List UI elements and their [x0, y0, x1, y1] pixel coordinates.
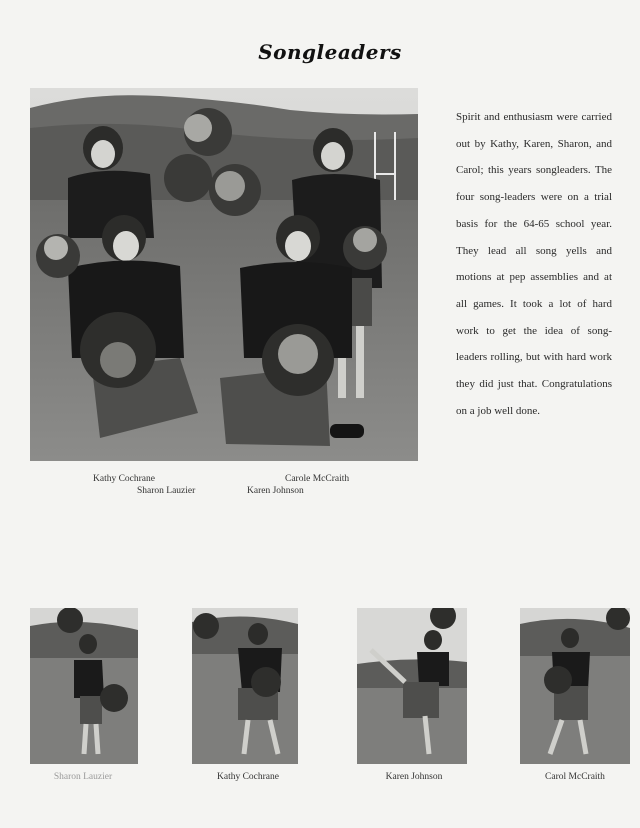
- thumbnail-photo-karen: [357, 608, 467, 764]
- thumbnail-caption-kathy: Kathy Cochrane: [217, 772, 279, 782]
- thumbnail-photo-kathy: [192, 608, 298, 764]
- thumbnail-caption-karen: Karen Johnson: [385, 772, 443, 782]
- thumbnail-caption-carol: Carol McCraith: [545, 772, 605, 782]
- caption-karen-johnson: Karen Johnson: [247, 486, 304, 496]
- caption-kathy-cochrane: Kathy Cochrane: [93, 474, 155, 484]
- main-group-photo: [30, 88, 418, 461]
- page-title: Songleaders: [258, 40, 402, 64]
- caption-sharon-lauzier: Sharon Lauzier: [137, 486, 196, 496]
- thumbnail-photo-carol: [520, 608, 630, 764]
- body-text: Spirit and enthusiasm were carried out by Kathy, Karen, Sharon, and Carol; this years songleaders. The four song-leaders were on a trial basis for the 64-65 school year. They lead all song yells and motions at pep assemblies and at all games. It took a lot of hard work to get the idea of song-leaders rolling, but with hard work they did just that. Congratulations on a job well done.: [456, 111, 612, 417]
- thumbnail-caption-sharon: Sharon Lauzier: [53, 772, 113, 782]
- thumbnail-photo-sharon: [30, 608, 138, 764]
- caption-carole-mccraith: Carole McCraith: [285, 474, 350, 484]
